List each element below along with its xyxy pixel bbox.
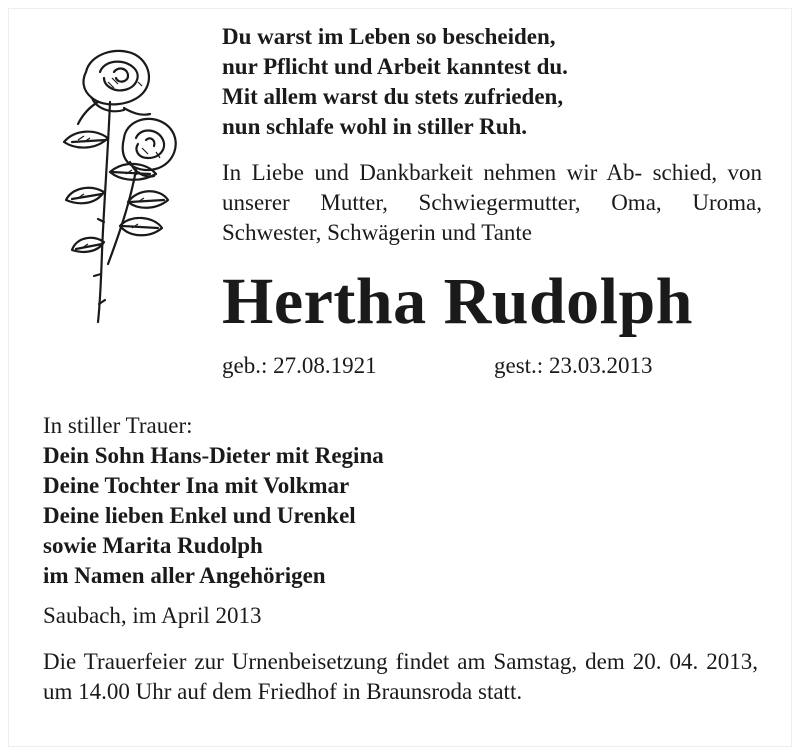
deceased-name: Hertha Rudolph xyxy=(222,265,693,338)
mourner-entry: Deine lieben Enkel und Urenkel xyxy=(43,503,356,528)
mourner-entry: Dein Sohn Hans-Dieter mit Regina xyxy=(43,443,384,468)
birth-date: geb.: 27.08.1921 xyxy=(222,353,377,378)
poem-line: nun schlafe wohl in stiller Ruh. xyxy=(222,114,528,139)
mourner-entry: im Namen aller Angehörigen xyxy=(43,563,326,588)
death-date: gest.: 23.03.2013 xyxy=(494,353,653,378)
funeral-notice: Die Trauerfeier zur Urnenbeisetzung findet am Samstag, dem 20. 04. 2013, um 14.00 Uhr auf dem Friedhof in Braunsroda statt. xyxy=(43,649,758,704)
memorial-poem xyxy=(222,22,782,142)
mourners-list xyxy=(43,411,763,591)
mourner-entry: Deine Tochter Ina mit Volkmar xyxy=(43,473,350,498)
mourner-entry: sowie Marita Rudolph xyxy=(43,533,263,558)
poem-line: Du warst im Leben so bescheiden, xyxy=(222,24,556,49)
farewell-intro: In Liebe und Dankbarkeit nehmen wir Ab- schied, von unserer Mutter, Schwiegermutter, Oma, Uroma, Schwester, Schwägerin und Tante xyxy=(222,160,762,245)
place-date: Saubach, im April 2013 xyxy=(43,603,262,628)
mourning-heading: In stiller Trauer: xyxy=(43,413,193,438)
rose-icon xyxy=(38,42,188,332)
poem-line: Mit allem warst du stets zufrieden, xyxy=(222,84,564,109)
poem-line: nur Pflicht und Arbeit kanntest du. xyxy=(222,54,568,79)
life-dates xyxy=(222,351,653,381)
